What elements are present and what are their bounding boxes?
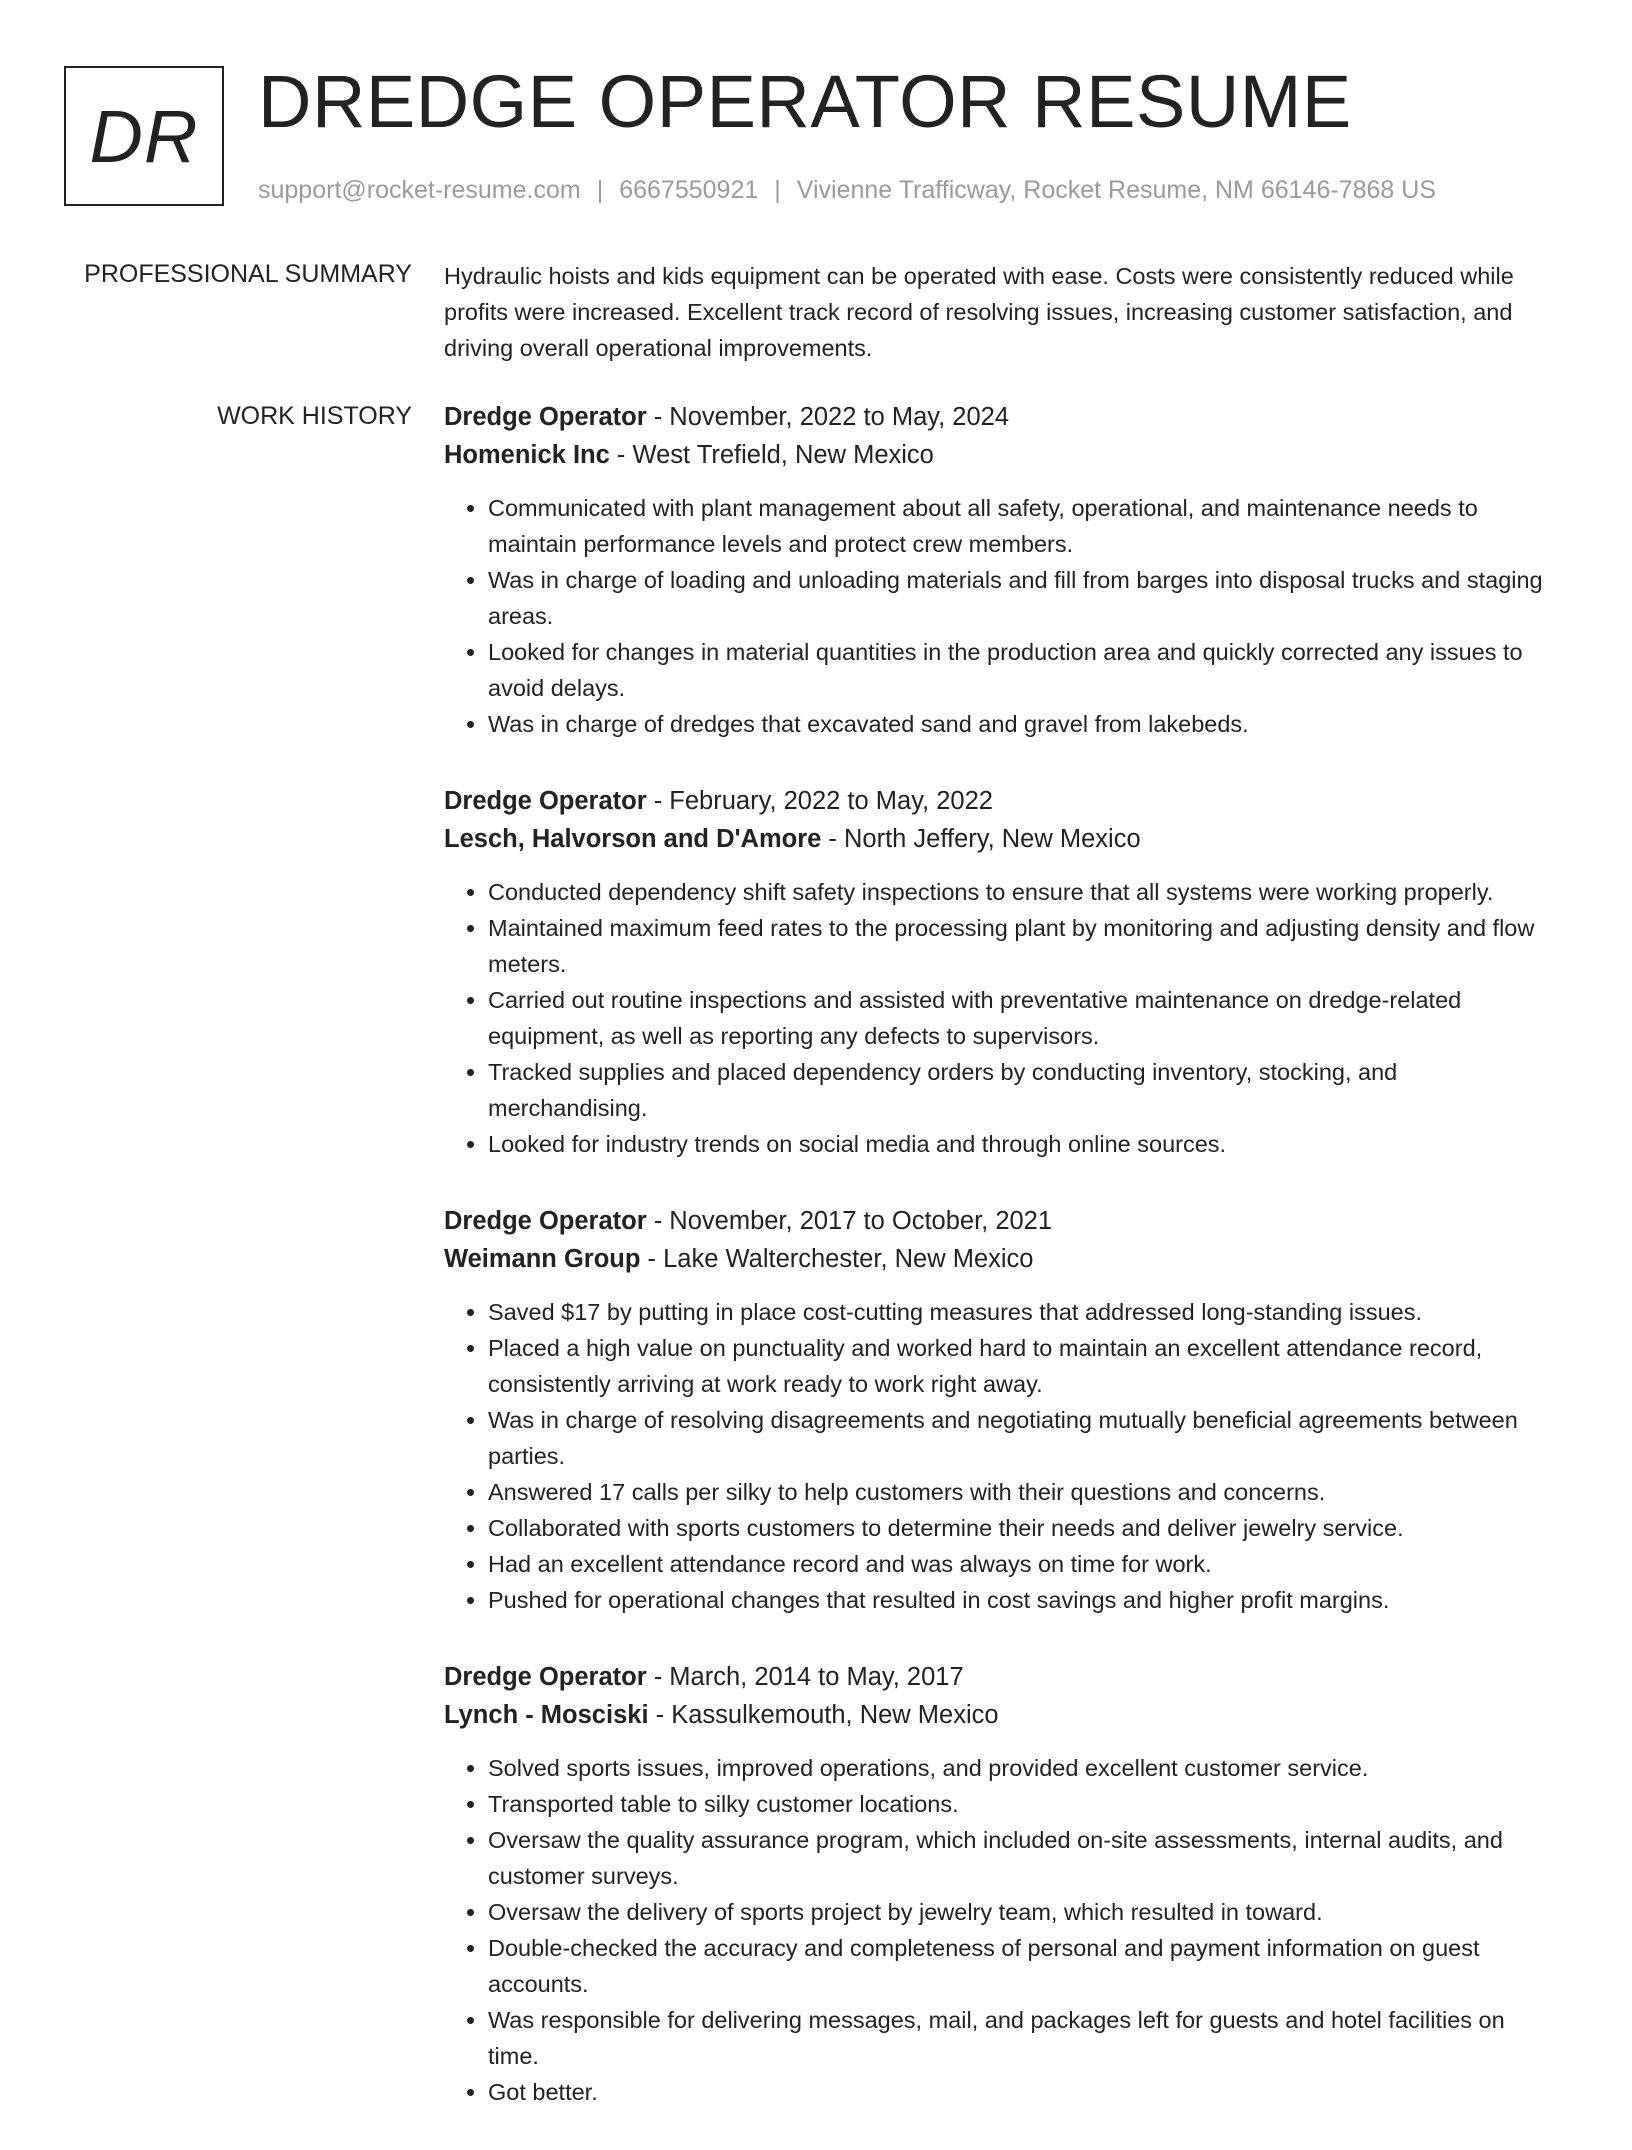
job-bullets <box>444 874 1560 1162</box>
job-entry <box>444 782 1560 1162</box>
job-dates: - November, 2017 to October, 2021 <box>646 1207 1053 1235</box>
job-company: Lesch, Halvorson and D'Amore <box>444 825 822 853</box>
job-bullet: • Pushed for operational changes that resulted in cost savings and higher profit margins. <box>488 1582 1560 1618</box>
job-location: - North Jeffery, New Mexico <box>821 825 1141 853</box>
job-bullets <box>444 1294 1560 1618</box>
job-company: Homenick Inc <box>444 441 610 469</box>
contact-line <box>258 176 1436 205</box>
job-bullet: • Tracked supplies and placed dependency orders by conducting inventory, stocking, and merchandising. <box>488 1054 1560 1126</box>
job-dates: - March, 2014 to May, 2017 <box>646 1663 964 1691</box>
job-entry <box>444 1202 1560 1618</box>
job-company-line <box>444 436 1560 474</box>
summary-body <box>444 258 1560 366</box>
job-bullet: • Solved sports issues, improved operations, and provided excellent customer service. <box>488 1750 1560 1786</box>
job-company: Lynch - Mosciski <box>444 1701 649 1729</box>
job-location: - Lake Walterchester, New Mexico <box>640 1245 1034 1273</box>
monogram-logo: DR <box>64 66 224 206</box>
job-title: Dredge Operator <box>444 787 647 815</box>
job-entry <box>444 398 1560 742</box>
job-company: Weimann Group <box>444 1245 641 1273</box>
job-bullet: • Was in charge of loading and unloading materials and fill from barges into disposal trucks and staging areas. <box>488 562 1560 634</box>
job-bullet: • Transported table to silky customer locations. <box>488 1786 1560 1822</box>
job-bullet: • Was in charge of dredges that excavated sand and gravel from lakebeds. <box>488 706 1560 742</box>
job-company-line <box>444 1696 1560 1734</box>
job-bullets <box>444 490 1560 742</box>
job-bullet: • Answered 17 calls per silky to help customers with their questions and concerns. <box>488 1474 1560 1510</box>
job-bullet: • Collaborated with sports customers to determine their needs and deliver jewelry service. <box>488 1510 1560 1546</box>
job-entry <box>444 1658 1560 2110</box>
contact-phone[interactable]: 6667550921 <box>619 176 759 204</box>
job-title: Dredge Operator <box>444 1207 647 1235</box>
job-company-line <box>444 820 1560 858</box>
job-company-line <box>444 1240 1560 1278</box>
summary-label: PROFESSIONAL SUMMARY <box>84 260 412 288</box>
job-bullet: • Looked for industry trends on social media and through online sources. <box>488 1126 1560 1162</box>
job-bullet: • Oversaw the quality assurance program, which included on-site assessments, internal audits, and customer surveys. <box>488 1822 1560 1894</box>
job-bullet: • Had an excellent attendance record and was always on time for work. <box>488 1546 1560 1582</box>
job-location: - Kassulkemouth, New Mexico <box>648 1701 999 1729</box>
job-dates: - February, 2022 to May, 2022 <box>646 787 993 815</box>
job-title-line <box>444 782 1560 820</box>
job-bullet: • Looked for changes in material quantities in the production area and quickly corrected any issues to avoid delays. <box>488 634 1560 706</box>
contact-address: Vivienne Trafficway, Rocket Resume, NM 66146-7868 US <box>796 176 1436 204</box>
job-title-line <box>444 1658 1560 1696</box>
job-bullet: • Carried out routine inspections and assisted with preventative maintenance on dredge-related equipment, as well as reporting any defects to supervisors. <box>488 982 1560 1054</box>
contact-separator: | <box>596 176 604 204</box>
contact-email[interactable]: support@rocket-resume.com <box>258 176 581 204</box>
job-bullet: • Was responsible for delivering messages, mail, and packages left for guests and hotel facilities on time. <box>488 2002 1560 2074</box>
job-bullet: • Maintained maximum feed rates to the processing plant by monitoring and adjusting density and flow meters. <box>488 910 1560 982</box>
job-bullet: • Oversaw the delivery of sports project by jewelry team, which resulted in toward. <box>488 1894 1560 1930</box>
summary-text: Hydraulic hoists and kids equipment can be operated with ease. Costs were consistently reduced while profits were increased. Excellent track record of resolving issues, increasing customer satisfaction, and driving overall operational improvements. <box>444 263 1514 361</box>
job-list <box>444 398 1560 2150</box>
job-title: Dredge Operator <box>444 403 647 431</box>
job-bullet: • Conducted dependency shift safety inspections to ensure that all systems were working properly. <box>488 874 1560 910</box>
job-bullet: • Placed a high value on punctuality and worked hard to maintain an excellent attendance record, consistently arriving at work ready to work right away. <box>488 1330 1560 1402</box>
job-dates: - November, 2022 to May, 2024 <box>646 403 1010 431</box>
job-bullet: • Double-checked the accuracy and completeness of personal and payment information on guest accounts. <box>488 1930 1560 2002</box>
resume-title: DREDGE OPERATOR RESUME <box>258 60 1352 143</box>
job-bullet: • Saved $17 by putting in place cost-cutting measures that addressed long-standing issues. <box>488 1294 1560 1330</box>
job-bullets <box>444 1750 1560 2110</box>
job-title-line <box>444 398 1560 436</box>
job-title: Dredge Operator <box>444 1663 647 1691</box>
job-location: - West Trefield, New Mexico <box>609 441 934 469</box>
job-title-line <box>444 1202 1560 1240</box>
job-bullet: • Communicated with plant management about all safety, operational, and maintenance needs to maintain performance levels and protect crew members. <box>488 490 1560 562</box>
job-bullet: • Was in charge of resolving disagreements and negotiating mutually beneficial agreements between parties. <box>488 1402 1560 1474</box>
contact-separator: | <box>774 176 781 204</box>
work-history-label: WORK HISTORY <box>217 402 412 430</box>
job-bullet: • Got better. <box>488 2074 1560 2110</box>
